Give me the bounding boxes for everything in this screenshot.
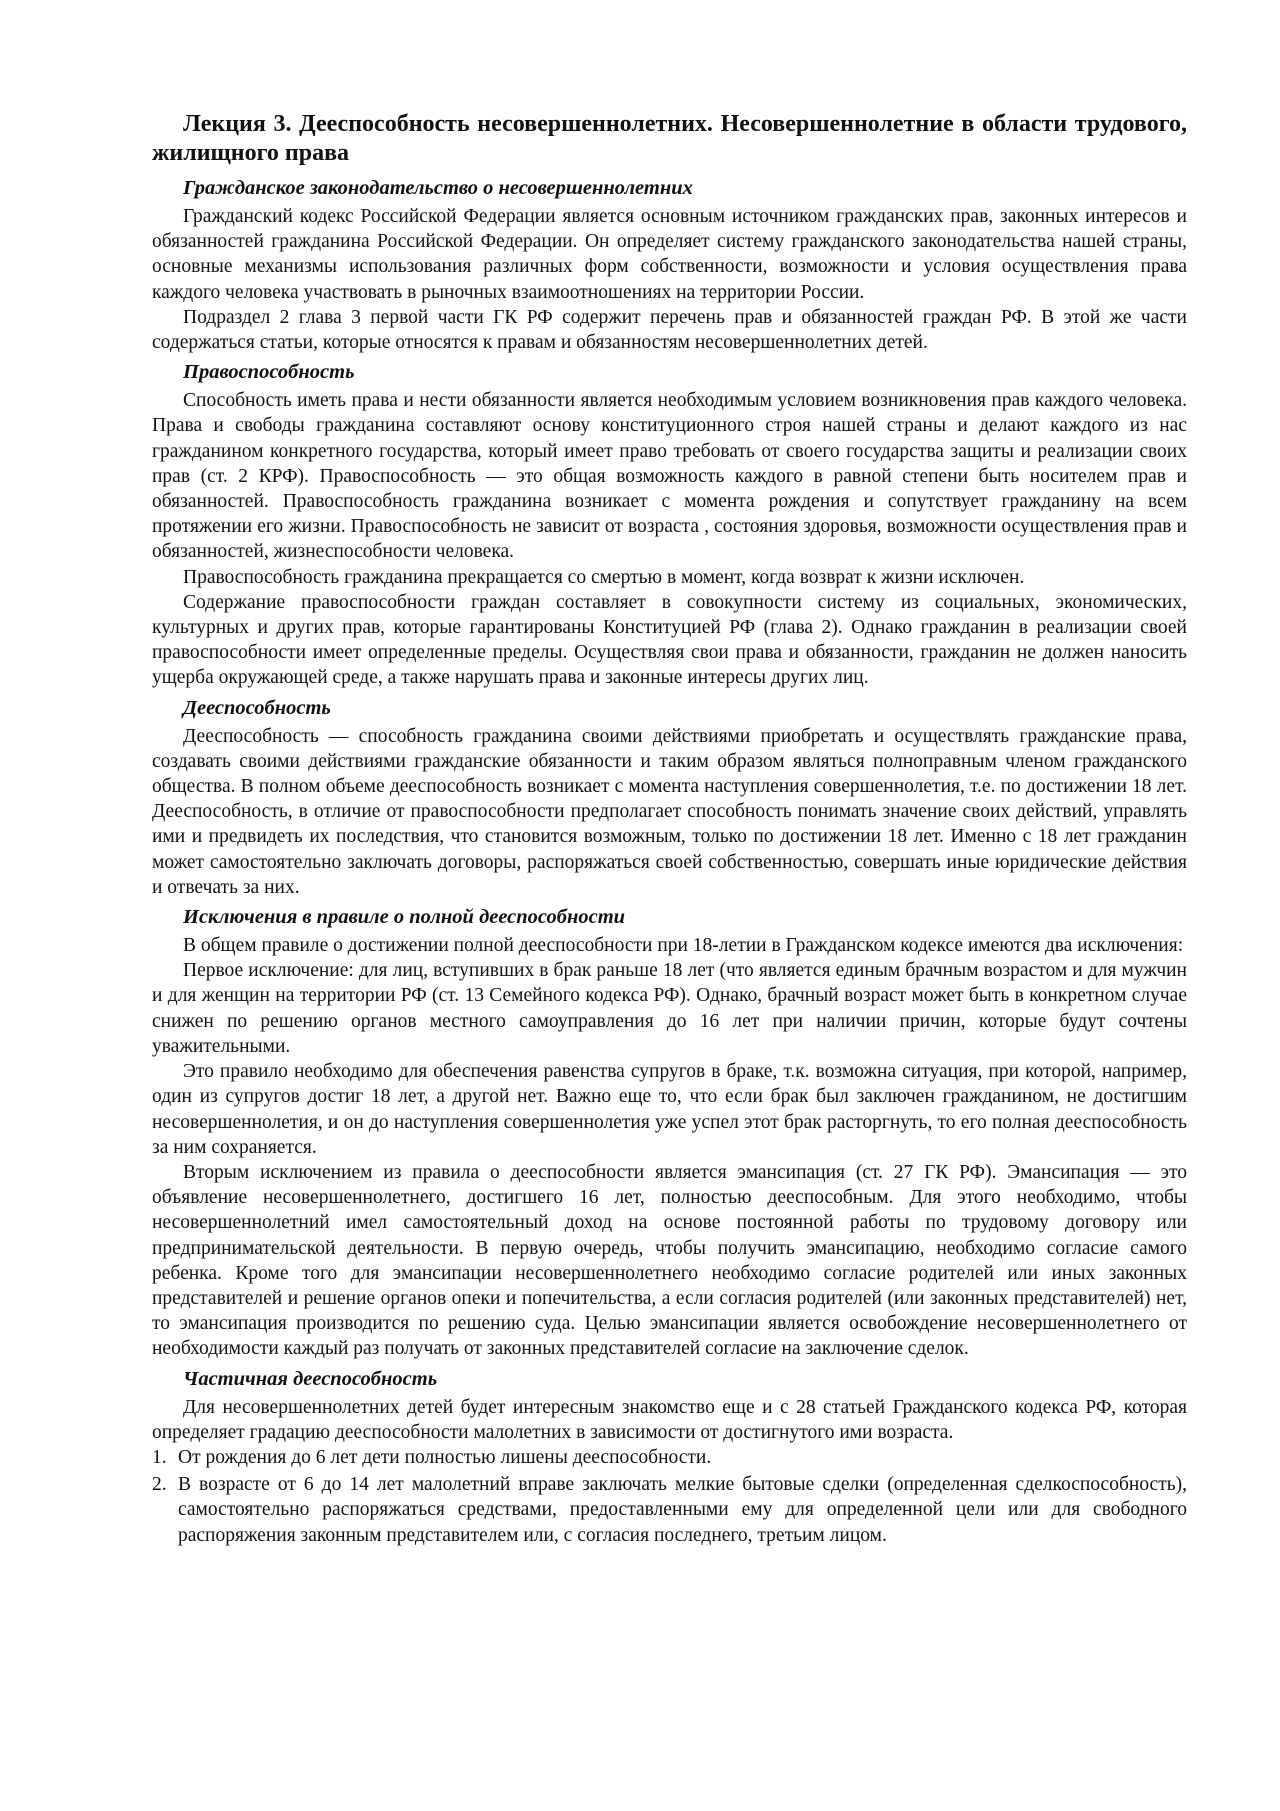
numbered-list	[152, 1445, 1187, 1548]
paragraph: Это правило необходимо для обеспечения равенства супругов в браке, т.к. возможна ситуация, при которой, например, один из супругов достиг 18 лет, а другой нет. Важно еще то, что если брак был заключен гражданином, не достигшим несовершеннолетия, и он до наступления совершеннолетия уже успел этот брак расторгнуть, то его полная дееспособность за ним сохраняется.	[152, 1061, 1187, 1158]
paragraph: Гражданский кодекс Российской Федерации является основным источником гражданских прав, законных интересов и обязанностей гражданина Российской Федерации. Он определяет систему гражданского законодательства нашей страны, основные механизмы использования различных форм собственности, возможности и условия осуществления права каждого человека участвовать в рыночных взаимоотношениях на территории России.	[152, 206, 1187, 303]
paragraph: Вторым исключением из правила о дееспособности является эмансипация (ст. 27 ГК РФ). Эмансипация — это объявление несовершеннолетнего, достигшего 16 лет, полностью дееспособным. Для этого необходимо, чтобы несовершеннолетний имел самостоятельный доход на основе постоянной работы по трудовому договору или предпринимательской деятельности. В первую очередь, чтобы получить эмансипацию, необходимо согласие самого ребенка. Кроме того для эмансипации несовершеннолетнего необходимо согласие родителей или иных законных представителей и решение органов опеки и попечительства, а если согласия родителей (или законных представителей) нет, то эмансипация производится по решению суда. Целью эмансипации является освобождение несовершеннолетнего от необходимости каждый раз получать от законных представителей согласие на заключение сделок.	[152, 1161, 1187, 1360]
list-item-text: В возрасте от 6 до 14 лет малолетний вправе заключать мелкие бытовые сделки (определенная сделкоспособность), самостоятельно распоряжаться средствами, предоставленными ему для определенной цели или для свободного распоряжения законным представителем или, с согласия последнего, третьим лицом.	[178, 1474, 1187, 1546]
paragraph: Первое исключение: для лиц, вступивших в брак раньше 18 лет (что является единым брачным возрастом и для мужчин и для женщин на территории РФ (ст. 13 Семейного кодекса РФ). Однако, брачный возраст может быть в конкретном случае снижен по решению органов местного самоуправления до 16 лет при наличии причин, которые будут сочтены уважительными.	[152, 960, 1187, 1057]
page-title: Лекция 3. Дееспособность несовершеннолетних. Несовершеннолетние в области трудового, жилищного права	[152, 111, 1187, 166]
section-heading: Частичная дееспособность	[183, 1367, 438, 1390]
section-heading: Гражданское законодательство о несовершеннолетних	[183, 177, 693, 199]
section-exceptions	[152, 904, 1187, 1361]
section-legal-capacity	[152, 359, 1187, 690]
list-item-text: От рождения до 6 лет дети полностью лишены дееспособности.	[178, 1446, 712, 1468]
paragraph: Дееспособность — способность гражданина своими действиями приобретать и осуществлять гражданские права, создавать своими действиями гражданские обязанности и таким образом являться полноправным членом гражданского общества. В полном объеме дееспособность возникает с момента наступления совершеннолетия, т.е. по достижении 18 лет. Дееспособность, в отличие от правоспособности предполагает способность понимать значение своих действий, управлять ими и предвидеть их последствия, что становится возможным, только по достижении 18 лет. Именно с 18 лет гражданин может самостоятельно заключать договоры, распоряжаться своей собственностью, совершать иные юридические действия и отвечать за них.	[152, 725, 1187, 898]
paragraph: Способность иметь права и нести обязанности является необходимым условием возникновения прав каждого человека. Права и свободы гражданина составляют основу конституционного строя нашей страны и делают каждого из нас гражданином конкретного государства, который имеет право требовать от своего государства защиты и реализации своих прав (ст. 2 КРФ). Правоспособность — это общая возможность каждого в равной степени быть носителем прав и обязанностей. Правоспособность гражданина возникает с момента рождения и сопутствует гражданину на всем протяжении его жизни. Правоспособность не зависит от возраста , состояния здоровья, возможности осуществления прав и обязанностей, жизнеспособности человека.	[152, 390, 1187, 563]
paragraph: Подраздел 2 глава 3 первой части ГК РФ содержит перечень прав и обязанностей граждан РФ. В этой же части содержаться статьи, которые относятся к правам и обязанностям несовершеннолетних детей.	[152, 306, 1187, 354]
list-item-number: 2.	[152, 1474, 167, 1496]
paragraph: Содержание правоспособности граждан составляет в совокупности систему из социальных, экономических, культурных и других прав, которые гарантированы Конституцией РФ (глава 2). Однако гражданин в реализации своей правоспособности имеет определенные пределы. Осуществляя свои права и обязанности, гражданин не должен наносить ущерба окружающей среде, а также нарушать права и законные интересы других лиц.	[152, 591, 1187, 689]
section-heading: Исключения в правиле о полной дееспособности	[183, 906, 626, 929]
section-partial-capacity	[152, 1366, 1187, 1548]
list-item	[152, 1472, 1187, 1548]
section-heading: Дееспособность	[183, 696, 331, 719]
paragraph: Для несовершеннолетних детей будет интересным знакомство еще и с 28 статьей Гражданского кодекса РФ, которая определяет градацию дееспособности малолетних в зависимости от достигнутого ими возраста.	[152, 1396, 1187, 1443]
paragraph: Правоспособность гражданина прекращается со смертью в момент, когда возврат к жизни исключен.	[183, 566, 1025, 588]
section-active-capacity	[152, 695, 1187, 900]
section-heading: Правоспособность	[183, 361, 355, 384]
paragraph: В общем правиле о достижении полной дееспособности при 18-летии в Гражданском кодексе имеются два исключения:	[183, 935, 1184, 957]
list-item	[152, 1445, 1187, 1470]
list-item-number: 1.	[152, 1446, 167, 1468]
section-civil-legislation	[152, 175, 1187, 355]
